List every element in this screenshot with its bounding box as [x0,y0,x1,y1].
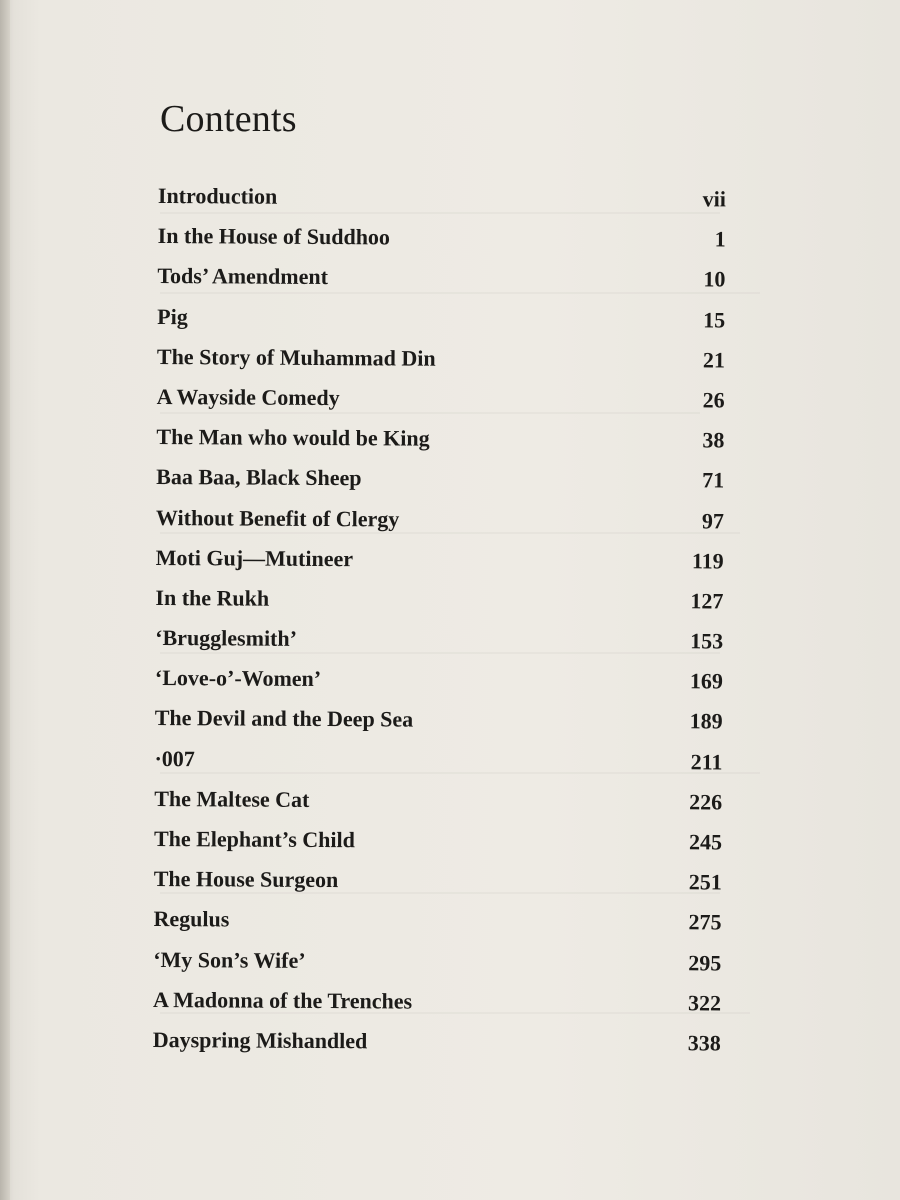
toc-entry [153,987,721,1031]
toc-entry [155,705,723,749]
toc-entry [157,304,725,348]
toc-entry-page: 245 [688,829,723,855]
toc-entry-title: ‘Brugglesmith’ [155,625,298,651]
toc-entry [153,947,721,991]
toc-entry [154,866,722,910]
toc-entry-title: A Wayside Comedy [156,383,340,411]
toc-entry-page: 251 [688,869,722,895]
toc-entry-title: Without Benefit of Clergy [155,504,400,531]
toc-entry-title: The Maltese Cat [154,785,310,812]
toc-entry-title: In the House of Suddhoo [157,223,391,250]
toc-entry-title: Pig [157,303,188,329]
toc-entry [156,545,724,589]
page-title: Contents [160,98,297,141]
toc-entry-title: ‘Love-o’-Women’ [154,665,322,692]
toc-entry [157,384,725,428]
toc-entry [158,223,726,267]
toc-entry [157,263,725,307]
toc-entry [154,786,722,830]
toc-entry [155,625,723,669]
page-edge-shadow [0,0,10,1200]
toc-entry [154,826,722,870]
toc-entry-title: Tods’ Amendment [157,263,329,290]
toc-entry-page: 338 [687,1030,721,1056]
toc-entry [153,906,721,950]
toc-entry [156,504,724,548]
toc-entry-page: 153 [690,628,724,654]
toc-entry-title: Dayspring Mishandled [152,1026,368,1054]
toc-entry [156,424,724,468]
toc-entry-page: 226 [689,789,723,815]
toc-entry-title: ‘My Son’s Wife’ [153,946,306,973]
toc-entry-page: 15 [703,306,726,333]
toc-entry-page: 127 [690,588,724,614]
toc-entry [157,344,725,388]
toc-entry-title: Introduction [157,183,278,209]
table-of-contents [153,183,726,1071]
toc-entry-title: In the Rukh [155,584,270,611]
toc-entry-title: A Madonna of the Trenches [152,986,413,1014]
toc-entry-page: 21 [702,347,726,373]
toc-entry [156,464,724,508]
toc-entry-page: 169 [689,668,724,694]
toc-entry-page: 189 [689,708,723,734]
toc-entry [155,585,723,629]
toc-entry-title: The House Surgeon [153,866,339,893]
toc-entry-title: Baa Baa, Black Sheep [156,464,362,491]
toc-entry-page: vii [702,186,726,212]
toc-entry [153,1027,721,1071]
toc-entry-page: 322 [687,990,722,1016]
toc-entry-page: 1 [714,226,726,252]
toc-entry-title: ·007 [154,745,195,771]
toc-entry-page: 295 [688,949,722,976]
toc-entry [158,183,726,227]
toc-entry-title: The Devil and the Deep Sea [154,705,414,733]
toc-entry-page: 275 [688,909,722,935]
toc-entry-page: 10 [703,266,726,292]
toc-entry-page: 71 [702,467,725,493]
toc-entry [154,746,722,790]
toc-entry-title: Moti Guj—Mutineer [155,544,354,571]
toc-entry-page: 211 [690,748,723,775]
toc-entry [155,665,723,709]
toc-entry-title: The Elephant’s Child [153,825,355,853]
toc-entry-title: Regulus [153,906,230,932]
toc-entry-page: 119 [691,547,724,574]
toc-entry-page: 26 [702,387,725,413]
toc-entry-page: 97 [701,507,725,533]
toc-entry-page: 38 [702,427,725,453]
toc-entry-title: The Story of Muhammad Din [156,343,436,371]
toc-entry-title: The Man who would be King [156,424,430,451]
